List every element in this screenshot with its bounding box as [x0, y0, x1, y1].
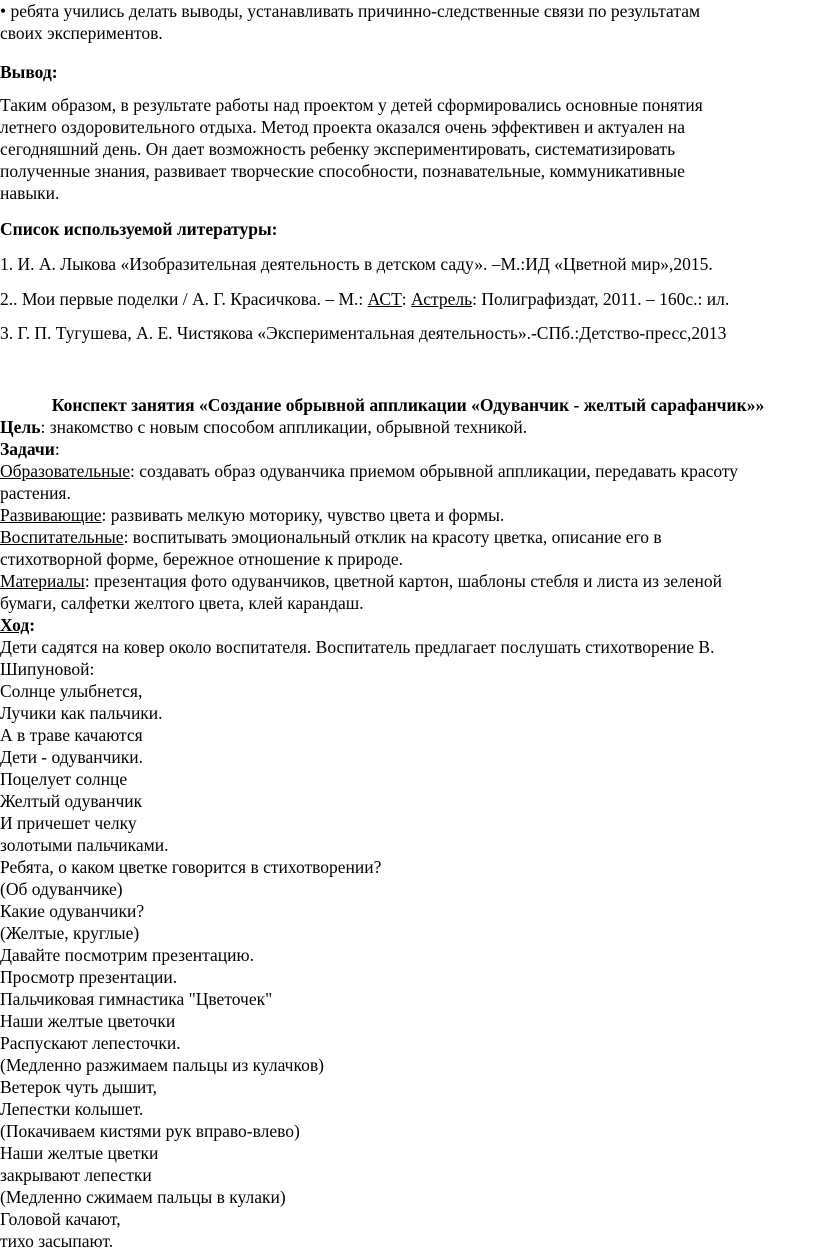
intro-line-2: своих экспериментов.	[0, 23, 163, 43]
conclusion-line: Таким образом, в результате работы над проектом у детей сформировались основные понятия	[0, 95, 703, 115]
tasks-colon: :	[54, 439, 60, 459]
goal-line	[0, 416, 527, 438]
mat-line-1	[0, 570, 722, 592]
tasks-line	[0, 438, 60, 460]
lesson-line: (Желтые, круглые)	[0, 923, 140, 943]
edu-line-1	[0, 460, 738, 482]
literature-item-2-sep: :	[401, 289, 412, 309]
conclusion-line: сегодняшний день. Он дает возможность ребенку экспериментировать, систематизировать	[0, 139, 676, 159]
lesson-line: Солнце улыбнется,	[0, 681, 143, 701]
lesson-line: Ребята, о каком цветке говорится в стихотворении?	[0, 857, 382, 877]
literature-item-3: 3. Г. П. Тугушева, А. Е. Чистякова «Экспериментальная деятельность».-СПб.:Детство-пресс,2013	[0, 323, 727, 343]
literature-item-2-tail: : Полиграфиздат, 2011. – 160с.: ил.	[472, 289, 730, 309]
lesson-line: Какие одуванчики?	[0, 901, 145, 921]
dev-line	[0, 504, 504, 526]
vos-text: : воспитывать эмоциональный отклик на красоту цветка, описание его в	[123, 527, 662, 547]
vos-label: Воспитательные	[0, 527, 124, 547]
tasks-label: Задачи	[0, 439, 55, 459]
lesson-line: А в траве качаются	[0, 725, 143, 745]
vos-line-2: стихотворной форме, бережное отношение к природе.	[0, 549, 404, 569]
conclusion-line: навыки.	[0, 183, 60, 203]
lesson-line: Головой качают,	[0, 1209, 121, 1229]
lesson-line: Лепестки колышет.	[0, 1099, 144, 1119]
course-line	[0, 614, 35, 636]
lesson-title: Конспект занятия «Создание обрывной аппликации «Одуванчик - желтый сарафанчик»»	[51, 395, 765, 415]
goal-text: : знакомство с новым способом аппликации, обрывной техникой.	[40, 417, 528, 437]
literature-item-1: 1. И. А. Лыкова «Изобразительная деятельность в детском саду». –М.:ИД «Цветной мир»,2015.	[0, 254, 713, 274]
lesson-line: Наши желтые цветки	[0, 1143, 159, 1163]
literature-item-2-text: 2.. Мои первые поделки / А. Г. Красичкова. – М.:	[0, 289, 368, 309]
mat-label: Материалы	[0, 571, 85, 591]
lesson-line: Поцелует солнце	[0, 769, 128, 789]
lesson-line: Дети садятся на ковер около воспитателя. Воспитатель предлагает послушать стихотворение В.	[0, 637, 715, 657]
edu-line-2: растения.	[0, 483, 71, 503]
intro-line-1	[0, 0, 700, 22]
dev-label: Развивающие	[0, 505, 102, 525]
mat-text: : презентация фото одуванчиков, цветной картон, шаблоны стебля и листа из зеленой	[84, 571, 723, 591]
vos-line-1	[0, 526, 662, 548]
lesson-line: Дети - одуванчики.	[0, 747, 143, 767]
dev-text: : развивать мелкую моторику, чувство цвета и формы.	[101, 505, 505, 525]
literature-heading: Список используемой литературы:	[0, 219, 278, 239]
course-label: Ход	[0, 615, 30, 635]
link-astrel[interactable]: Астрель	[411, 289, 473, 309]
literature-item-2	[0, 288, 729, 310]
lesson-line: (Об одуванчике)	[0, 879, 123, 899]
lesson-line: (Покачиваем кистями рук вправо-влево)	[0, 1121, 300, 1141]
lesson-line: Желтый одуванчик	[0, 791, 143, 811]
intro-text-1: ребята учились делать выводы, устанавливать причинно-следственные связи по результатам	[10, 1, 701, 21]
edu-text: : создавать образ одуванчика приемом обрывной аппликации, передавать красоту	[130, 461, 739, 481]
lesson-line: Шипуновой:	[0, 659, 95, 679]
conclusion-line: летнего оздоровительного отдыха. Метод проекта оказался очень эффективен и актуален на	[0, 117, 685, 137]
lesson-line: (Медленно разжимаем пальцы из кулачков)	[0, 1055, 324, 1075]
conclusion-line: полученные знания, развивает творческие способности, познавательные, коммуникативные	[0, 161, 685, 181]
goal-label: Цель	[0, 417, 41, 437]
bullet-icon: •	[0, 1, 7, 21]
mat-line-2: бумаги, салфетки желтого цвета, клей карандаш.	[0, 593, 364, 613]
conclusion-heading: Вывод:	[0, 62, 58, 82]
lesson-line: золотыми пальчиками.	[0, 835, 169, 855]
lesson-line: тихо засыпают.	[0, 1231, 114, 1251]
course-colon: :	[29, 615, 36, 635]
lesson-line: (Медленно сжимаем пальцы в кулаки)	[0, 1187, 286, 1207]
lesson-line: Наши желтые цветочки	[0, 1011, 176, 1031]
lesson-line: И причешет челку	[0, 813, 137, 833]
edu-label: Образовательные	[0, 461, 130, 481]
link-ast[interactable]: АСТ	[367, 289, 402, 309]
lesson-line: Распускают лепесточки.	[0, 1033, 181, 1053]
lesson-line: закрывают лепестки	[0, 1165, 152, 1185]
lesson-line: Пальчиковая гимнастика "Цветочек"	[0, 989, 273, 1009]
lesson-line: Ветерок чуть дышит,	[0, 1077, 157, 1097]
lesson-line: Лучики как пальчики.	[0, 703, 163, 723]
lesson-line: Давайте посмотрим презентацию.	[0, 945, 254, 965]
lesson-line: Просмотр презентации.	[0, 967, 178, 987]
